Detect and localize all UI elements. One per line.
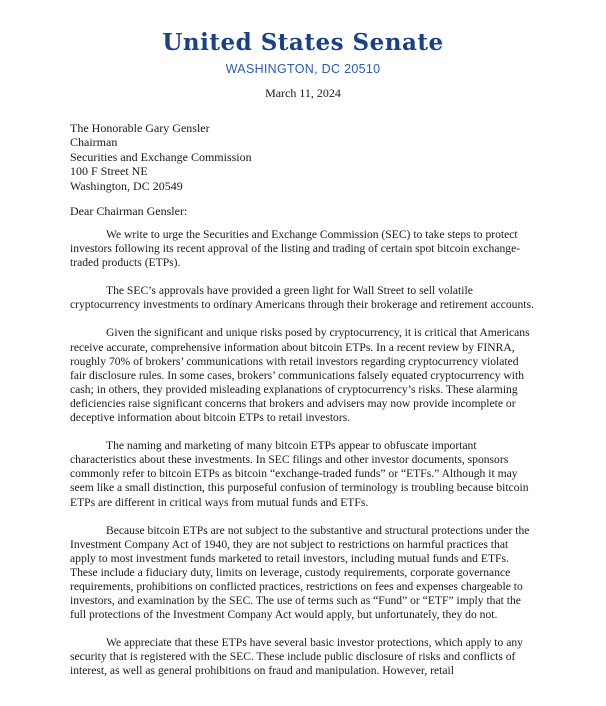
- recipient-street: 100 F Street NE: [70, 164, 148, 179]
- recipient-address: [70, 121, 252, 193]
- letter-date: March 11, 2024: [265, 86, 341, 100]
- body-paragraph: We appreciate that these ETPs have several basic investor protections, which apply to any security that is registered with the SEC. These include public disclosure of risks and conflicts of interest, as well as general prohibitions on fraud and manipulation. However, retail: [70, 636, 523, 678]
- letterhead-title: United States Senate: [162, 29, 444, 56]
- recipient-name: The Honorable Gary Gensler: [70, 121, 210, 135]
- body-paragraph: We write to urge the Securities and Exchange Commission (SEC) to take steps to protect investors following its recent approval of the listing and trading of certain spot bitcoin exchange-traded products (ETPs).: [70, 228, 521, 270]
- body-paragraph: The naming and marketing of many bitcoin ETPs appear to obfuscate important characteristics about these investments. In SEC filings and other investor documents, sponsors commonly refer to bitcoin ETPs as bitcoin “exchange-traded funds” or “ETFs.” Although it may seem like a small distinction, this purposeful confusion of terminology is troubling because bitcoin ETPs are different in critical ways from mutual funds and ETFs.: [70, 439, 529, 509]
- body-paragraph: Given the significant and unique risks posed by cryptocurrency, it is critical that Americans receive accurate, comprehensive information about bitcoin ETPs. In a recent review by FINRA, roughly 70% of brokers’ communications with retail investors regarding cryptocurrency violated fair disclosure rules. In some cases, brokers’ communications falsely equated cryptocurrency with cash; in others, they provided misleading explanations of cryptocurrency’s risks. These alarming deficiencies raise significant concerns that brokers and advisers may now provide incomplete or deceptive information about bitcoin ETPs to retail investors.: [70, 326, 530, 425]
- letterhead: [0, 28, 606, 77]
- body-paragraph: Because bitcoin ETPs are not subject to the substantive and structural protections under the Investment Company Act of 1940, they are not subject to restrictions on harmful practices that apply to most investment funds marketed to retail investors, including mutual funds and ETFs. These include a fiduciary duty, limits on leverage, custody requirements, corporate governance requirements, prohibitions on conflicted practices, restrictions on fees and expenses chargeable to investors, and examination by the SEC. The use of terms such as “Fund” or “ETF” imply that the full protections of the Investment Company Act would apply, but unfortunately, they do not.: [70, 523, 530, 622]
- letter-body: [70, 228, 536, 693]
- salutation: Dear Chairman Gensler:: [70, 204, 188, 218]
- recipient-organization: Securities and Exchange Commission: [70, 149, 252, 164]
- letterhead-subtitle: WASHINGTON, DC 20510: [225, 62, 381, 76]
- body-paragraph: The SEC’s approvals have provided a green light for Wall Street to sell volatile cryptocurrency investments to ordinary Americans through their brokerage and retirement accounts.: [70, 284, 534, 312]
- recipient-city: Washington, DC 20549: [70, 178, 183, 193]
- recipient-title: Chairman: [70, 135, 118, 150]
